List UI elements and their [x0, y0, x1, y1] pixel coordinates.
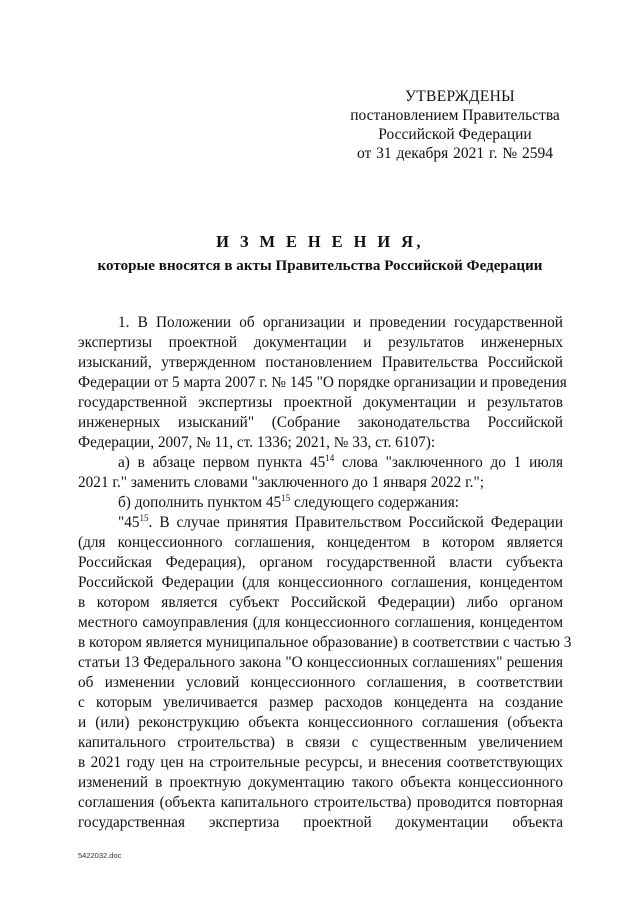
paragraph-1-line: государственной экспертизы проектной документации и результатов	[78, 394, 563, 411]
quote-first-line	[78, 513, 563, 533]
approval-decree: постановлением Правительства	[350, 107, 560, 124]
paragraph-1-line: 1. В Положении об организации и проведении государственной	[118, 314, 563, 331]
document-title: И З М Е Н Е Н И Я,	[216, 232, 424, 251]
quote-line: в котором является муниципальное образование) в соответствии с частью 3	[78, 634, 572, 651]
approval-title: УТВЕРЖДЕНЫ	[405, 88, 515, 105]
paragraph-1-line: изысканий, утвержденном постановлением Правительства Российской	[78, 354, 563, 371]
item-b-superscript: 15	[281, 492, 291, 503]
quote-line: Российская Федерация), органом государственной власти субъекта	[78, 554, 563, 571]
document-body	[78, 313, 572, 833]
quote-line: изменений в проектную документацию такого объекта концессионного	[78, 774, 563, 791]
approval-stamp	[330, 87, 580, 163]
item-b-line	[78, 493, 563, 513]
quote-superscript: 15	[139, 512, 149, 523]
item-a-text-tail: слова "заключенного до 1 июля	[334, 454, 563, 471]
quote-line: государственная экспертиза проектной документации объекта	[78, 814, 563, 831]
approval-government: Российской Федерации	[378, 126, 532, 143]
quote-line: Российской Федерации (для концессионного соглашения, концедентом	[78, 574, 563, 591]
quote-text-tail: . В случае принятия Правительством Российской Федерации	[148, 514, 563, 531]
quote-line: статьи 13 Федерального закона "О концессионных соглашениях" решения	[78, 654, 563, 671]
paragraph-1-line: инженерных изысканий" (Собрание законодательства Российской	[78, 414, 563, 431]
item-a-line-2: 2021 г." заменить словами "заключенного до 1 января 2022 г.";	[78, 474, 485, 491]
document-subtitle: которые вносятся в акты Правительства Российской Федерации	[97, 258, 543, 274]
quote-line: и (или) реконструкцию объекта концессионного соглашения (объекта	[78, 714, 563, 731]
item-b-text: б) дополнить пунктом 45	[118, 494, 282, 511]
quote-line: в 2021 году цен на строительные ресурсы, и внесения соответствующих	[78, 754, 563, 771]
quote-line: с которым увеличивается размер расходов концедента на создание	[78, 694, 563, 711]
item-b-text-tail: следующего содержания:	[290, 494, 460, 511]
paragraph-1-line: Федерации, 2007, № 11, ст. 1336; 2021, № 33, ст. 6107):	[78, 434, 436, 451]
quote-line: (для концессионного соглашения, концедентом в котором является	[78, 534, 563, 551]
quote-line: об изменении условий концессионного соглашения, в соответствии	[78, 674, 563, 691]
paragraph-1-line: экспертизы проектной документации и результатов инженерных	[78, 334, 563, 351]
item-a-text: а) в абзаце первом пункта 45	[118, 454, 326, 471]
document-footer-filename: 5422032.doc	[78, 851, 122, 860]
item-a-superscript: 14	[325, 452, 335, 463]
quote-text: "45	[118, 514, 140, 531]
quote-line: капитального строительства) в связи с существенным увеличением	[78, 734, 563, 751]
paragraph-1-line: Федерации от 5 марта 2007 г. № 145 "О порядке организации и проведения	[78, 374, 567, 391]
quote-line: местного самоуправления (для концессионного соглашения, концедентом	[78, 614, 563, 631]
quote-line: соглашения (объекта капитального строительства) проводится повторная	[78, 794, 563, 811]
item-a-line	[78, 453, 563, 473]
quote-line: в котором является субъект Российской Федерации) либо органом	[78, 594, 563, 611]
approval-date-number: от 31 декабря 2021 г. № 2594	[356, 145, 554, 162]
